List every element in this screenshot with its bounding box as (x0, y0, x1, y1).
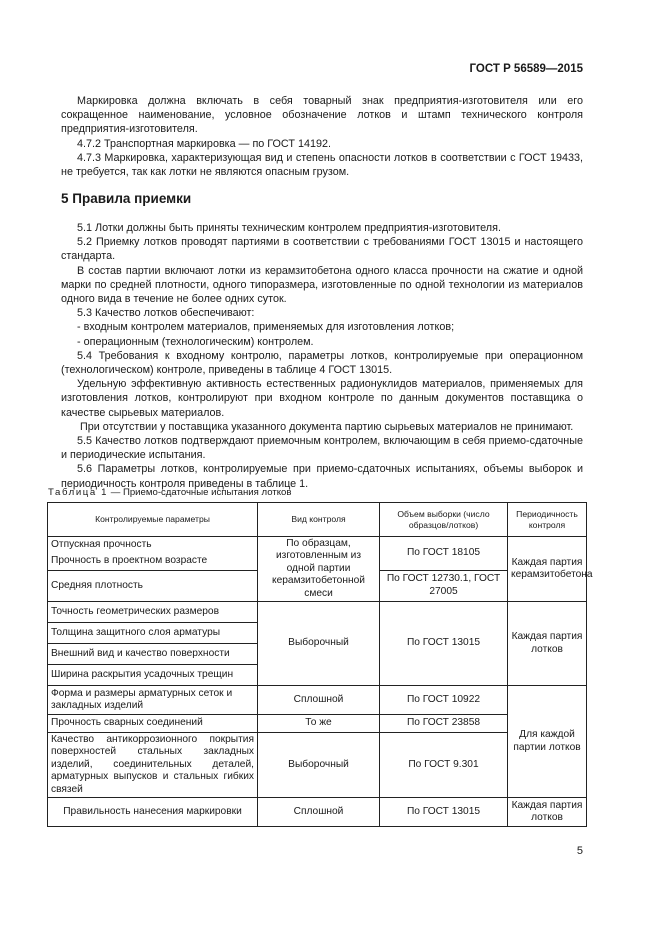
list-item: - входным контролем материалов, применяемых для изготовления лотков; (77, 321, 455, 334)
volume-cell: По ГОСТ 9.301 (380, 733, 508, 798)
paragraph: Удельную эффективную активность естественных радионуклидов материалов, применяемых для изготовления лотков, контролируют при входном контроле по данным документов поставщика о качестве сырьевых материалов. (61, 378, 583, 419)
period-cell: Каждая партия лотков (508, 602, 587, 686)
paragraph: Маркировка должна включать в себя товарный знак предприятия-изготовителя или его сокращенное наименование, условное обозначение лотков и штамп технического контроля предприятия-изготовителя. (61, 95, 583, 136)
param-cell: Ширина раскрытия усадочных трещин (48, 665, 258, 686)
table-row (48, 798, 587, 827)
header-cell: Вид контроля (258, 503, 380, 537)
paragraph: 5.5 Качество лотков подтверждают приемочным контролем, включающим в себя приемо-сдаточные и периодические испытания. (61, 435, 583, 462)
period-cell: Для каждой партии лотков (508, 686, 587, 798)
volume-cell: По ГОСТ 10922 (380, 686, 508, 715)
kind-cell: Выборочный (258, 733, 380, 798)
table-caption-text: — Приемо-сдаточные испытания лотков (108, 487, 292, 498)
period-cell: Каждая партия керамзитобетона (508, 537, 587, 602)
paragraph: 4.7.3 Маркировка, характеризующая вид и степень опасности лотков в соответствии с ГОСТ 19433, не требуется, так как лотки не являются опасным грузом. (61, 151, 583, 179)
param-cell: Прочность в проектном возрасте (48, 553, 258, 570)
table-row (48, 602, 587, 623)
volume-cell: По ГОСТ 12730.1, ГОСТ 27005 (380, 570, 508, 602)
param-cell: Форма и размеры арматурных сеток и закладных изделий (48, 686, 258, 715)
page-number: 5 (576, 845, 583, 857)
period-cell: Каждая партия лотков (508, 798, 587, 827)
list-item: - операционным (технологическим) контролем. (77, 335, 314, 348)
table-caption-label: Таблица 1 (48, 487, 109, 498)
kind-cell: То же (258, 715, 380, 733)
kind-cell: Сплошной (258, 686, 380, 715)
document-header: ГОСТ Р 56589—2015 (469, 63, 583, 75)
param-cell: Правильность нанесения маркировки (48, 798, 258, 827)
acceptance-table (47, 502, 593, 827)
param-cell: Отпускная прочность (48, 537, 258, 554)
param-cell: Внешний вид и качество поверхности (48, 644, 258, 665)
paragraph: 4.7.2 Транспортная маркировка — по ГОСТ 14192. (77, 137, 331, 150)
param-cell: Качество антикоррозионного покрытия поверхностей стальных закладных изделий, соединительных деталей, арматурных выпусков и стальных гибких связей (48, 733, 258, 798)
param-cell: Прочность сварных соединений (48, 715, 258, 733)
kind-cell: По образцам, изготовленным из одной партии керамзитобетонной смеси (258, 537, 380, 602)
kind-cell: Выборочный (258, 602, 380, 686)
header-cell: Периодичность контроля (508, 503, 587, 537)
volume-cell: По ГОСТ 23858 (380, 715, 508, 733)
table-caption (48, 487, 291, 498)
table-row (48, 715, 587, 733)
volume-cell: По ГОСТ 18105 (380, 537, 508, 571)
section-text (61, 221, 583, 491)
table-header-row (48, 503, 587, 537)
paragraph: 5.3 Качество лотков обеспечивают: (77, 307, 255, 320)
paragraph: При отсутствии у поставщика указанного документа партию сырьевых материалов не принимают. (80, 420, 574, 433)
param-cell: Толщина защитного слоя арматуры (48, 623, 258, 644)
paragraph: В состав партии включают лотки из керамзитобетона одного класса прочности на сжатие и одной марки по средней плотности, одного типоразмера, изготовленные по одной технологии из материалов одного вида в течение не более одних суток. (61, 264, 583, 306)
param-cell: Средняя плотность (48, 570, 258, 602)
header-cell: Контролируемые параметры (48, 503, 258, 537)
param-cell: Точность геометрических размеров (48, 602, 258, 623)
paragraph: 5.4 Требования к входному контролю, параметры лотков, контролируемые при операционном (технологическом) контроле, приведены в таблице 4 ГОСТ 13015. (61, 349, 583, 377)
section-title: 5 Правила приемки (61, 191, 192, 206)
table-row (48, 733, 587, 798)
kind-cell: Сплошной (258, 798, 380, 827)
table-row (48, 686, 587, 715)
volume-cell: По ГОСТ 13015 (380, 798, 508, 827)
table-row (48, 537, 587, 554)
paragraph: 5.6 Параметры лотков, контролируемые при приемо-сдаточных испытаниях, объемы выборок и периодичность контроля приведены в таблице 1. (61, 463, 583, 490)
paragraph: 5.2 Приемку лотков проводят партиями в соответствии с требованиями ГОСТ 13015 и настоящего стандарта. (61, 236, 583, 263)
header-cell: Объем выборки (число образцов/лотков) (380, 503, 508, 537)
paragraph: 5.1 Лотки должны быть приняты техническим контролем предприятия-изготовителя. (77, 222, 501, 234)
volume-cell: По ГОСТ 13015 (380, 602, 508, 686)
intro-text (61, 94, 583, 179)
